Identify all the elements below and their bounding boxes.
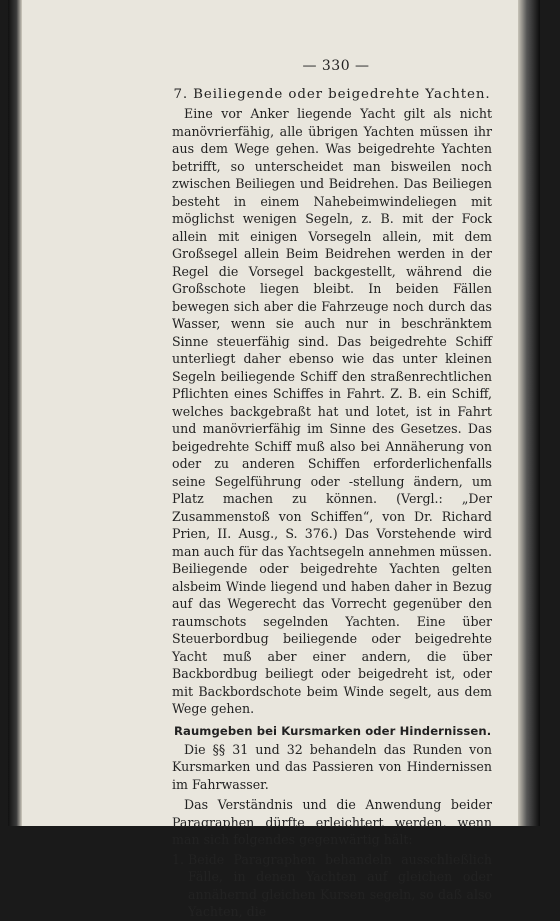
text-block [172,58,492,921]
paragraph: Das Verständnis und die Anwendung beider Paragraphen dürfte erleichtert werden, wenn man sich folgendes gegenwärtig hält: [172,797,492,847]
section-title: 7. Beiliegende oder beigedrehte Yachten. [173,87,491,102]
paragraph: Die §§ 31 und 32 behandeln das Runden von Kursmarken und das Passieren von Hindernissen im Fahrwasser. [172,741,492,792]
section-body: Eine vor Anker liegende Yacht gilt als nicht manövrierfähig, alle übrigen Yachten müssen ihr aus dem Wege gehen. Was beigedrehte Yachten betrifft, so unterscheidet man bisweilen noch zwischen Beiliegen und Beidrehen. Das Beiliegen besteht in einem Nahebeimwindeliegen mit möglichst wenigen Segeln, z. B. mit der Fock allein mit einigen Vorsegeln allein, mit dem Großsegel allein Beim Beidrehen werden in der Regel die Vorsegel backgestellt, während die Großschote liegen bleibt. In beiden Fällen bewegen sich aber die Fahrzeuge noch durch das Wasser, wenn sie auch nur in beschränktem Sinne steuerfähig sind. Das beigedrehte Schiff unterliegt daher ebenso wie das unter kleinen Segeln beiliegende Schiff den straßenrechtlichen Pflichten eines Schiffes in Fahrt. Z. B. ein Schiff, welches backgebraßt hat und lotet, ist in Fahrt und manövrierfähig im Sinne des Gesetzes. Das beigedrehte Schiff muß also bei Annäherung von oder zu anderen Schiffen erforderlichenfalls seine Segelführung oder -stellung ändern, um Platz machen zu können. (Vergl.: „Der Zusammenstoß von Schiffen“, von Dr. Richard Prien, II. Ausg., S. 376.) Das Vorstehende wird man auch für das Yachtsegeln annehmen müssen. Beiliegende oder beigedrehte Yachten gelten alsbeim Winde liegend und haben daher in Bezug auf das Wegerecht das Vorrecht gegenüber den raumschots segelnden Yachten. Eine über Steuerbordbug beiliegende oder beigedrehte Yacht muß aber einer andern, die über Backbordbug beiliegt oder beigedreht ist, oder mit Backbordschote beim Winde segelt, aus dem Wege gehen. [172,106,492,716]
list-number: 1. [172,851,185,867]
page-number: — 330 — [302,58,370,74]
list-text: Beide Paragraphen behandeln ausschließlich Fälle, in denen Yachten auf gleichen oder annähernd gleichen Kursen segeln, so daß also Yachten, die [188,851,492,919]
list-item [172,851,492,921]
book-page [8,0,540,919]
subheading: Raumgeben bei Kursmarken oder Hindernissen. [174,723,492,738]
binding-shadow [8,0,22,826]
page-edge-shadow [518,0,540,826]
